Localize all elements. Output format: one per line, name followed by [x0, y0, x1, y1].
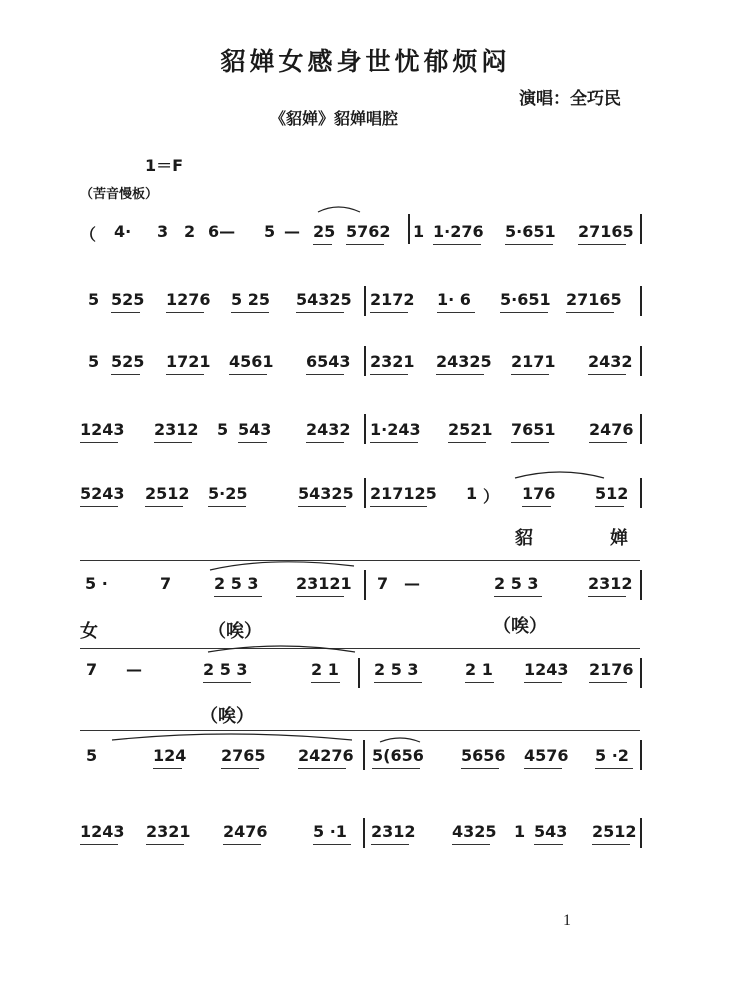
note-group: 2 5 3 — [374, 660, 419, 679]
note-group: 1· 6 — [437, 290, 471, 309]
note-group: 1 — [466, 484, 478, 503]
note-group: 2521 — [448, 420, 493, 439]
note-group: 7 — [377, 574, 389, 593]
note-group: 4561 — [229, 352, 274, 371]
note-group: 1243 — [80, 420, 125, 439]
note-group: — — [284, 222, 300, 241]
note-group: 124 — [153, 746, 187, 765]
note-group: 5656 — [461, 746, 506, 765]
note-group: 5 · — [85, 574, 108, 593]
note-group: 512 — [595, 484, 629, 503]
note-group: 2432 — [306, 420, 351, 439]
singer-credit: 演唱：全巧民 — [519, 89, 621, 109]
note-group: 2 5 3 — [494, 574, 539, 593]
note-group: 1721 — [166, 352, 211, 371]
note-group: 7 — [160, 574, 172, 593]
note-group: 3 — [157, 222, 169, 241]
note-group: 2 5 3 — [214, 574, 259, 593]
note-group: 2321 — [370, 352, 415, 371]
note-group: 2512 — [145, 484, 190, 503]
note-group: 1·243 — [370, 420, 421, 439]
lyric-text: 貂 — [515, 528, 533, 549]
note-group: 2172 — [370, 290, 415, 309]
note-group: 5 ·1 — [313, 822, 347, 841]
note-group: 5 — [264, 222, 276, 241]
note-group: 5 — [88, 352, 100, 371]
note-group: 5 — [217, 420, 229, 439]
note-group: 5243 — [80, 484, 125, 503]
note-group: 2476 — [589, 420, 634, 439]
lyric-text: （唉） — [200, 706, 254, 727]
note-group: （ — [80, 225, 97, 244]
tempo-marking: （苦音慢板） — [80, 187, 159, 202]
page-title: 貂婵女感身世忧郁烦闷 — [220, 47, 511, 76]
note-group: 2176 — [589, 660, 634, 679]
note-group: 2321 — [146, 822, 191, 841]
note-group: 1·276 — [433, 222, 484, 241]
key-signature: 1＝F — [145, 156, 184, 175]
note-group: 5·651 — [505, 222, 556, 241]
note-group: 2312 — [154, 420, 199, 439]
note-group: 1 — [413, 222, 425, 241]
note-group: 2476 — [223, 822, 268, 841]
note-group: 5·651 — [500, 290, 551, 309]
lyric-text: （唉） — [208, 621, 262, 642]
note-group: 1276 — [166, 290, 211, 309]
note-group: 24325 — [436, 352, 492, 371]
lyric-text: 婵 — [610, 528, 628, 549]
note-group: 5·25 — [208, 484, 248, 503]
note-group: 2171 — [511, 352, 556, 371]
note-group: 5 25 — [231, 290, 270, 309]
note-group: 2 1 — [465, 660, 493, 679]
note-group: 7 — [86, 660, 98, 679]
note-group: 25 — [313, 222, 336, 241]
note-group: — — [404, 574, 420, 593]
note-group: 27165 — [566, 290, 622, 309]
subtitle: 《貂婵》貂婵唱腔 — [270, 109, 399, 128]
note-group: — — [126, 660, 142, 679]
note-group: 525 — [111, 290, 145, 309]
note-group: 23121 — [296, 574, 352, 593]
note-group: 4· — [114, 222, 132, 241]
note-group: 4576 — [524, 746, 569, 765]
note-group: 54325 — [296, 290, 352, 309]
note-group: 2 1 — [311, 660, 339, 679]
note-group: 27165 — [578, 222, 634, 241]
note-group: 1 — [514, 822, 526, 841]
note-group: 2 — [184, 222, 196, 241]
note-group: 5(656 — [372, 746, 424, 765]
note-group: 2312 — [588, 574, 633, 593]
note-group: 2765 — [221, 746, 266, 765]
note-group: 5 — [86, 746, 98, 765]
note-group: 2432 — [588, 352, 633, 371]
note-group: 5 — [88, 290, 100, 309]
note-group: 1243 — [80, 822, 125, 841]
note-group: 54325 — [298, 484, 354, 503]
note-group: 6— — [208, 222, 236, 241]
page-number: 1 — [563, 912, 571, 929]
lyric-text: （唉） — [493, 616, 547, 637]
note-group: 2312 — [371, 822, 416, 841]
note-group: 7651 — [511, 420, 556, 439]
note-group: 6543 — [306, 352, 351, 371]
note-group: 1243 — [524, 660, 569, 679]
note-group: ） — [483, 487, 500, 506]
note-group: 543 — [534, 822, 568, 841]
note-group: 5 ·2 — [595, 746, 629, 765]
note-group: 525 — [111, 352, 145, 371]
note-group: 2 5 3 — [203, 660, 248, 679]
note-group: 2512 — [592, 822, 637, 841]
lyric-text: 女 — [80, 621, 98, 642]
note-group: 24276 — [298, 746, 354, 765]
note-group: 4325 — [452, 822, 497, 841]
note-group: 217125 — [370, 484, 437, 503]
note-group: 5762 — [346, 222, 391, 241]
note-group: 543 — [238, 420, 272, 439]
note-group: 176 — [522, 484, 556, 503]
